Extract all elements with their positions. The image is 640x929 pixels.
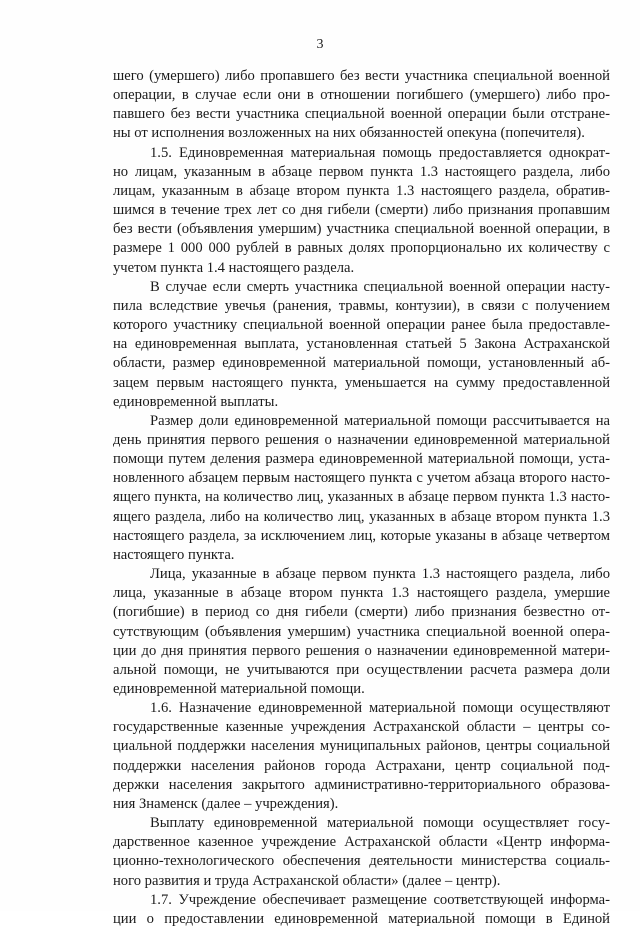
text-line: которого участнику специальной военной операции ранее была предоставле-	[113, 317, 610, 334]
text-line: альной помощи, не учитываются при осуществлении расчета размера доли	[113, 661, 610, 678]
text-line: но лицам, указанным в абзаце первом пункта 1.3 настоящего раздела, либо	[113, 163, 610, 180]
text-line: дарственное казенное учреждение Астраханской области «Центр информа-	[113, 834, 610, 851]
text-line: лицам, указанным в абзаце втором пункта 1.3 настоящего раздела, обратив-	[113, 182, 610, 199]
text-line: новленного абзацем первым настоящего пункта с учетом абзаца второго насто-	[113, 470, 610, 487]
text-line: 1.6. Назначение единовременной материальной помощи осуществляют	[150, 700, 610, 717]
text-line: ящего пункта, на количество лиц, указанных в абзаце первом пункта 1.3 насто-	[113, 489, 610, 506]
text-line: единовременной материальной помощи.	[113, 681, 365, 697]
text-line: циальной поддержки населения муниципальных районов, центры социальной	[113, 738, 610, 755]
text-line: единовременной выплаты.	[113, 393, 279, 410]
text-line: размере 1 000 000 рублей в равных долях пропорционально их количеству с	[113, 240, 610, 257]
text-line: поддержки населения районов города Астрахани, центр социальной под-	[113, 757, 610, 774]
text-line: ции о предоставлении единовременной материальной помощи в Единой	[113, 910, 610, 927]
document-body	[113, 67, 610, 929]
text-line: ционно-технологического обеспечения деятельности министерства социаль-	[113, 853, 610, 870]
text-line: ны от исполнения возложенных на них обязанностей опекуна (попечителя).	[113, 125, 585, 142]
text-line: помощи путем деления размера единовременной материальной помощи, уста-	[113, 451, 610, 468]
text-line: ния Знаменск (далее – учреждения).	[113, 795, 339, 812]
text-line: сутствующим (объявления умершим) участника специальной военной опера-	[113, 623, 610, 640]
text-line: без вести (объявления умершим) участника специальной военной операции, в	[113, 221, 610, 238]
text-line: шимся в течение трех лет со дня гибели (смерти) либо признания пропавшим	[113, 202, 610, 219]
text-line: ного развития и труда Астраханской области» (далее – центр).	[113, 872, 501, 889]
text-line: области, размер единовременной материальной помощи, установленный аб-	[113, 355, 610, 372]
text-line: Выплату единовременной материальной помощи осуществляет госу-	[150, 815, 610, 832]
text-line: В случае если смерть участника специальной военной операции насту-	[150, 278, 610, 295]
text-line: пила вследствие увечья (ранения, травмы, контузии), в связи с получением	[113, 297, 610, 314]
text-line: держки населения закрытого административно-территориального образова-	[113, 776, 610, 793]
text-line: 1.7. Учреждение обеспечивает размещение соответствующей информа-	[150, 891, 610, 908]
text-line: день принятия первого решения о назначении единовременной материальной	[113, 431, 610, 448]
text-line: (погибшие) в период со дня гибели (смерти) либо признания безвестно от-	[113, 604, 610, 621]
text-line: операции, в случае если они в отношении погибшего (умершего) либо про-	[113, 87, 610, 104]
text-line: ции до дня принятия первого решения о назначении единовременной матери-	[113, 642, 610, 659]
text-line: учетом пункта 1.4 настоящего раздела.	[113, 259, 355, 276]
text-line: на единовременная выплата, установленная статьей 5 Закона Астраханской	[113, 336, 610, 353]
text-line: шего (умершего) либо пропавшего без вести участника специальной военной	[113, 68, 610, 84]
text-line: 1.5. Единовременная материальная помощь предоставляется однократ-	[150, 144, 610, 161]
text-line: Лица, указанные в абзаце первом пункта 1.3 настоящего раздела, либо	[150, 566, 610, 583]
text-line: ящего раздела, либо на количество лиц, указанных в абзаце втором пункта 1.3	[113, 508, 610, 525]
text-line: лица, указанные в абзаце втором пункта 1.3 настоящего раздела, умершие	[113, 585, 610, 602]
text-line: настоящего раздела, за исключением лиц, которые указаны в абзаце четвертом	[113, 527, 610, 544]
text-line: павшего без вести участника специальной военной операции были отстране-	[113, 106, 610, 123]
text-line: Размер доли единовременной материальной помощи рассчитывается на	[150, 412, 610, 429]
text-line: настоящего пункта.	[113, 546, 235, 563]
text-line: зацем первым настоящего пункта, уменьшается на сумму предоставленной	[113, 374, 610, 391]
text-line: государственные казенные учреждения Астраханской области – центры со-	[113, 719, 610, 736]
page-number: 3	[316, 37, 324, 52]
